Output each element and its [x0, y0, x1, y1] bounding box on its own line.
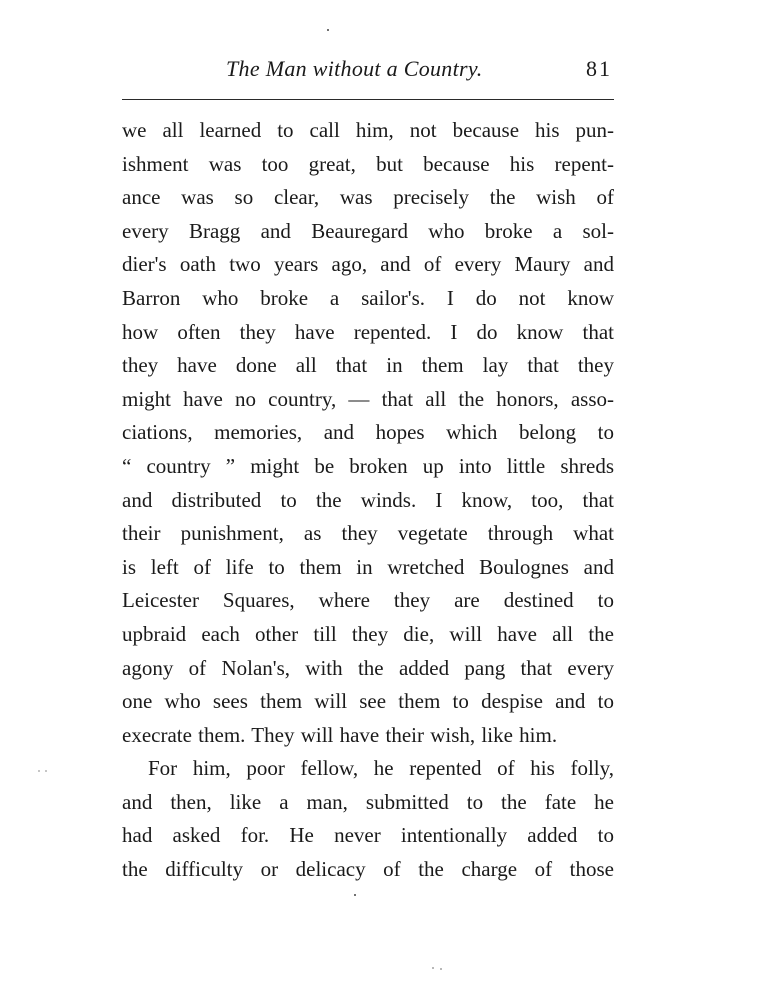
text-line: ance was so clear, was precisely the wish of [122, 185, 614, 210]
text-line: how often they have repented. I do know that [122, 319, 614, 344]
text-line: they have done all that in them lay that they [122, 353, 614, 378]
running-head [122, 56, 614, 90]
print-speck [38, 770, 40, 772]
text-line: upbraid each other till they die, will have all the [122, 621, 614, 646]
paragraph-start-line: For him, poor fellow, he repented of his folly, [148, 756, 614, 781]
print-speck [354, 894, 356, 896]
text-line: every Bragg and Beauregard who broke a sol- [122, 218, 614, 243]
text-line: Leicester Squares, where they are destined to [122, 588, 614, 613]
page-number: 81 [586, 56, 612, 81]
print-speck [45, 770, 47, 772]
print-speck [440, 968, 442, 970]
text-line: “ country ” might be broken up into little shreds [122, 453, 614, 478]
text-line: ishment was too great, but because his repent- [122, 151, 614, 176]
text-line: ciations, memories, and hopes which belong to [122, 420, 614, 445]
text-line: might have no country, — that all the honors, asso- [122, 386, 614, 411]
text-line: had asked for. He never intentionally added to [122, 823, 614, 848]
running-title: The Man without a Country. [226, 56, 483, 81]
text-line: dier's oath two years ago, and of every Maury and [122, 252, 614, 277]
text-line: their punishment, as they vegetate through what [122, 521, 614, 546]
text-line: and distributed to the winds. I know, too, that [122, 487, 614, 512]
print-speck [432, 967, 434, 969]
text-line: we all learned to call him, not because his pun- [122, 118, 614, 142]
header-rule [122, 99, 614, 100]
paragraph-end-line: execrate them. They will have their wish, like him. [122, 722, 558, 747]
text-line: agony of Nolan's, with the added pang that every [122, 655, 614, 680]
text-line: and then, like a man, submitted to the fate he [122, 789, 614, 814]
text-line: one who sees them will see them to despise and to [122, 689, 614, 714]
text-line: is left of life to them in wretched Boulognes and [122, 554, 614, 579]
print-speck [327, 29, 329, 31]
text-line: Barron who broke a sailor's. I do not know [122, 285, 614, 310]
text-line: the difficulty or delicacy of the charge of those [122, 857, 614, 882]
body-text [122, 114, 614, 887]
